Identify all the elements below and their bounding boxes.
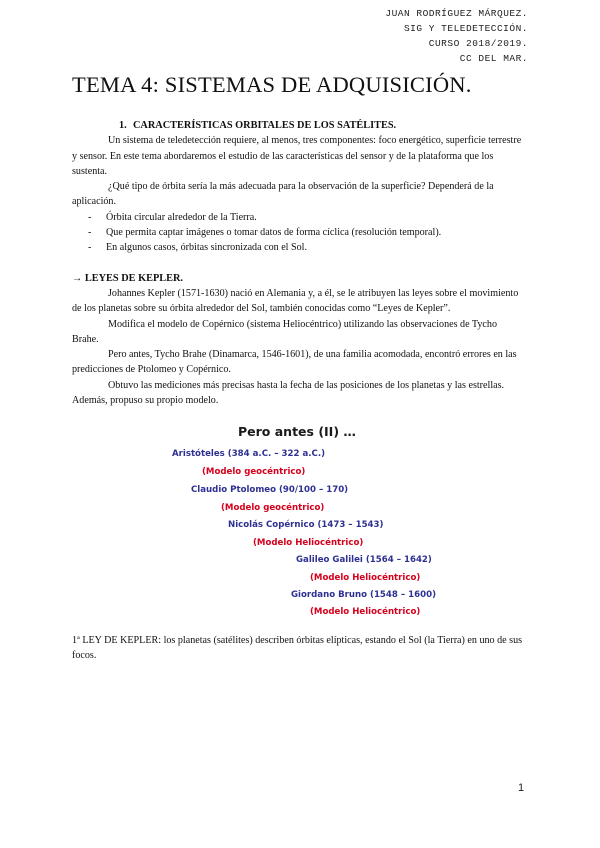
kepler-paragraph: Modifica el modelo de Copérnico (sistema Heliocéntrico) utilizando las observaciones de Tycho Brahe. [72,318,497,345]
figure-line: (Modelo Heliocéntrico) [310,607,421,617]
arrow-icon: → [72,272,83,284]
figure-line: Aristóteles (384 a.C. – 322 a.C.) [172,449,326,459]
section-paragraph: ¿Qué tipo de órbita sería la más adecuada para la observación de la superficie? Dependerá de la aplicación. [72,181,494,208]
figure-line: (Modelo Heliocéntrico) [253,538,364,548]
page-number: 1 [518,782,525,794]
header-degree: CC DEL MAR. [459,53,528,64]
bullet-dash: - [88,211,92,223]
figure-line: Galileo Galilei (1564 – 1642) [296,555,432,565]
section-heading [72,118,524,133]
figure-title: Pero antes (II) … [238,424,356,439]
header-subject: SIG Y TELEDETECCIÓN. [403,23,528,34]
kepler-paragraph: Pero antes, Tycho Brahe (Dinamarca, 1546-1601), de una familia acomodada, encontró errores en las predicciones de Ptolomeo y Copérnico. [72,349,517,376]
header-course: CURSO 2018/2019. [428,38,528,49]
list-item-text: Que permita captar imágenes o tomar datos de forma cíclica (resolución temporal). [106,227,442,239]
bullet-dash: - [88,227,92,239]
first-law-paragraph: 1ª LEY DE KEPLER: los planetas (satélites) describen órbitas elípticas, estando el Sol (la Tierra) en uno de sus focos. [72,635,523,662]
list-item-text: Órbita circular alrededor de la Tierra. [106,211,257,223]
figure-line: Claudio Ptolomeo (90/100 – 170) [191,485,349,495]
figure-line: Giordano Bruno (1548 – 1600) [291,590,436,600]
section-paragraph: Un sistema de teledetección requiere, al menos, tres componentes: foco energético, superficie terrestre y sensor. En este tema abordaremos el estudio de las características del sensor y de la plataforma que los sustenta. [72,135,522,177]
section-number: 1. [119,120,127,131]
kepler-heading [72,271,524,286]
list-item [72,225,524,240]
bullet-dash: - [88,242,92,254]
figure-line: (Modelo geocéntrico) [221,503,325,513]
figure-line: (Modelo Heliocéntrico) [310,573,421,583]
page-title: TEMA 4: SISTEMAS DE ADQUISICIÓN. [72,72,472,97]
list-item-text: En algunos casos, órbitas sincronizada con el Sol. [106,242,307,254]
kepler-heading-text: LEYES DE KEPLER. [84,272,184,284]
list-item [72,240,524,255]
header-author: JUAN RODRÍGUEZ MÁRQUEZ. [385,8,528,19]
bullet-list [72,210,524,256]
astronomers-figure [0,424,600,620]
figure-line: (Modelo geocéntrico) [202,467,306,477]
kepler-paragraph: Obtuvo las mediciones más precisas hasta la fecha de las posiciones de los planetas y las estrellas. Además, propuso su propio modelo. [72,379,505,407]
kepler-paragraph: Johannes Kepler (1571-1630) nació en Alemania y, a él, se le atribuyen las leyes sobre el movimiento de los planetas sobre su órbita alrededor del Sol, también conocidas como “Leyes de Kepler”. [72,287,519,315]
document-body [72,118,524,408]
document-header [385,6,528,66]
list-item [72,210,524,225]
section-heading-text: CARACTERÍSTICAS ORBITALES DE LOS SATÉLITES. [133,120,397,131]
figure-line: Nicolás Copérnico (1473 – 1543) [228,520,384,530]
